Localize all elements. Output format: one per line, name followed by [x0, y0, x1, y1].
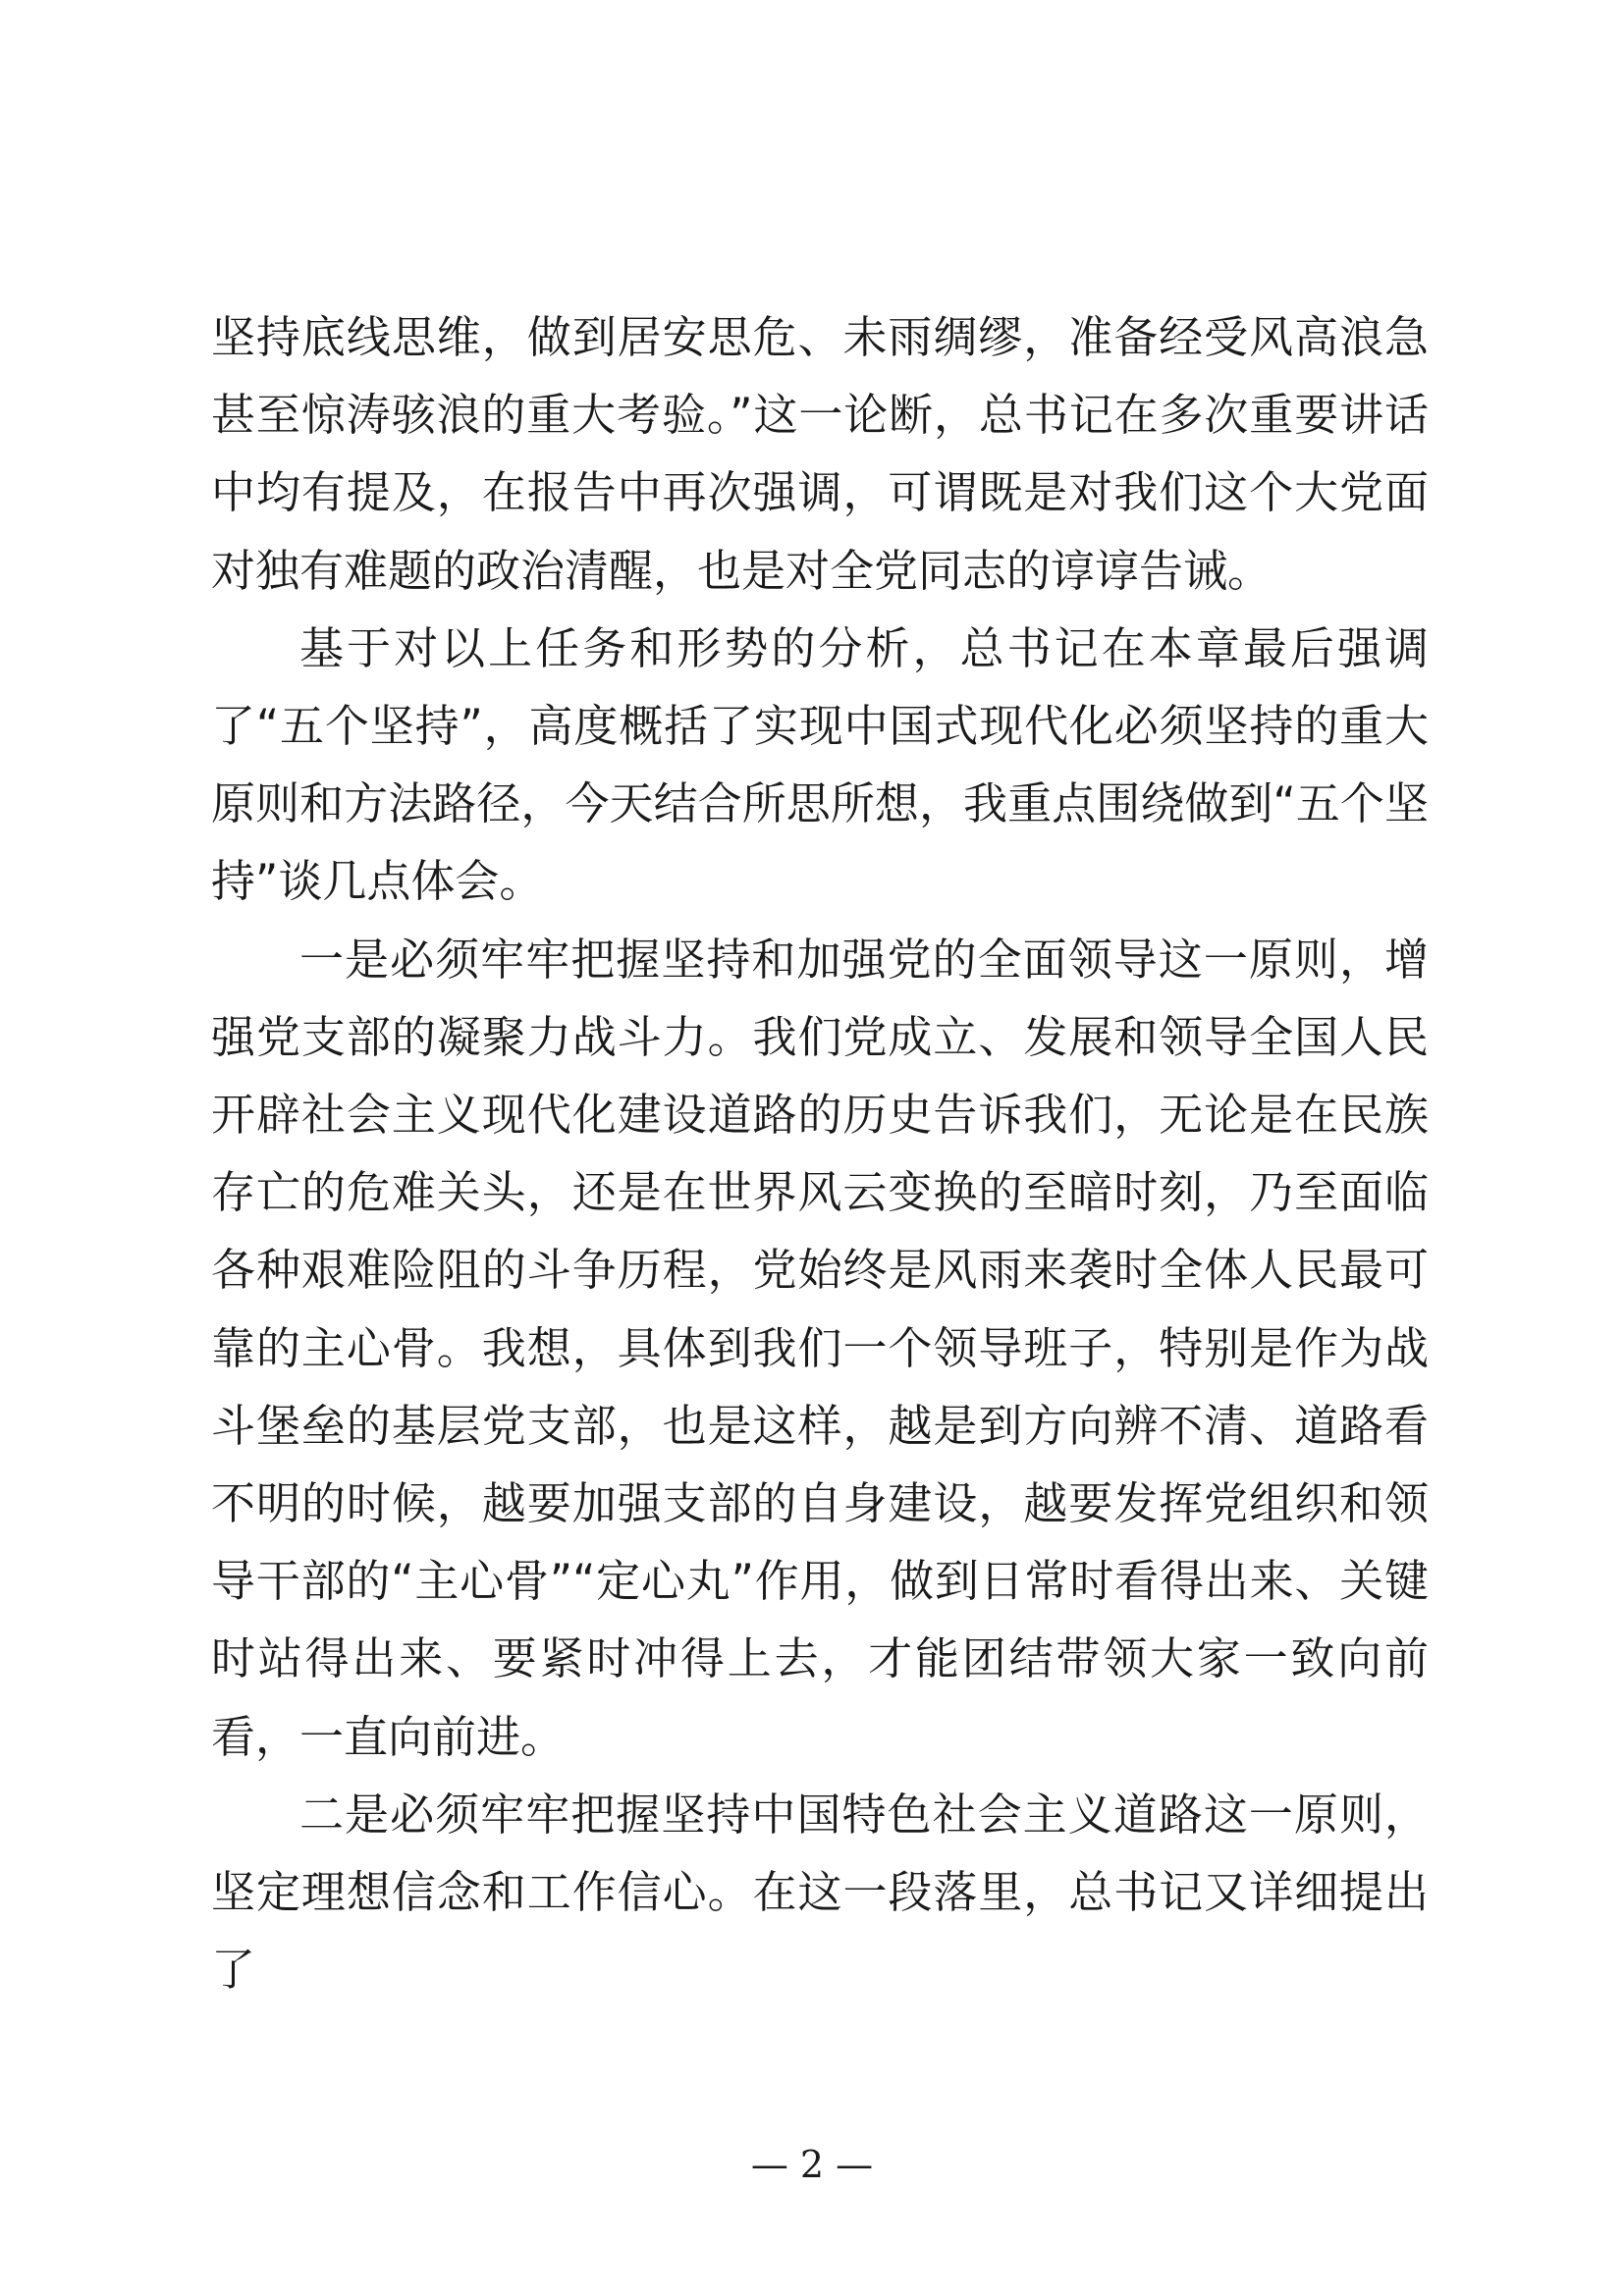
- paragraph-point-two: 二是必须牢牢把握坚持中国特色社会主义道路这一原则，坚定理想信念和工作信心。在这一段落里，总书记又详细提出了: [211, 1788, 1429, 1997]
- paragraph-continuation: 坚持底线思维，做到居安思危、未雨绸缪，准备经受风高浪急甚至惊涛骇浪的重大考验。”这一论断，总书记在多次重要讲话中均有提及，在报告中再次强调，可谓既是对我们这个大党面对独有难题的政治清醒，也是对全党同志的谆谆告诫。: [211, 311, 1429, 597]
- body-text: [211, 298, 1429, 2008]
- page-number: — 2 —: [750, 2143, 874, 2186]
- paragraph-five-persistences: 基于对以上任务和形势的分析，总书记在本章最后强调了“五个坚持”，高度概括了实现中国式现代化必须坚持的重大原则和方法路径，今天结合所思所想，我重点围绕做到“五个坚持”谈几点体会。: [211, 621, 1429, 908]
- paragraph-point-one: 一是必须牢牢把握坚持和加强党的全面领导这一原则，增强党支部的凝聚力战斗力。我们党成立、发展和领导全国人民开辟社会主义现代化建设道路的历史告诉我们，无论是在民族存亡的危难关头，还是在世界风云变换的至暗时刻，乃至面临各种艰难险阻的斗争历程，党始终是风雨来袭时全体人民最可靠的主心骨。我想，具体到我们一个领导班子，特别是作为战斗堡垒的基层党支部，也是这样，越是到方向辨不清、道路看不明的时候，越要加强支部的自身建设，越要发挥党组织和领导干部的“主心骨”“定心丸”作用，做到日常时看得出来、关键时站得出来、要紧时冲得上去，才能团结带领大家一致向前看，一直向前进。: [211, 933, 1429, 1763]
